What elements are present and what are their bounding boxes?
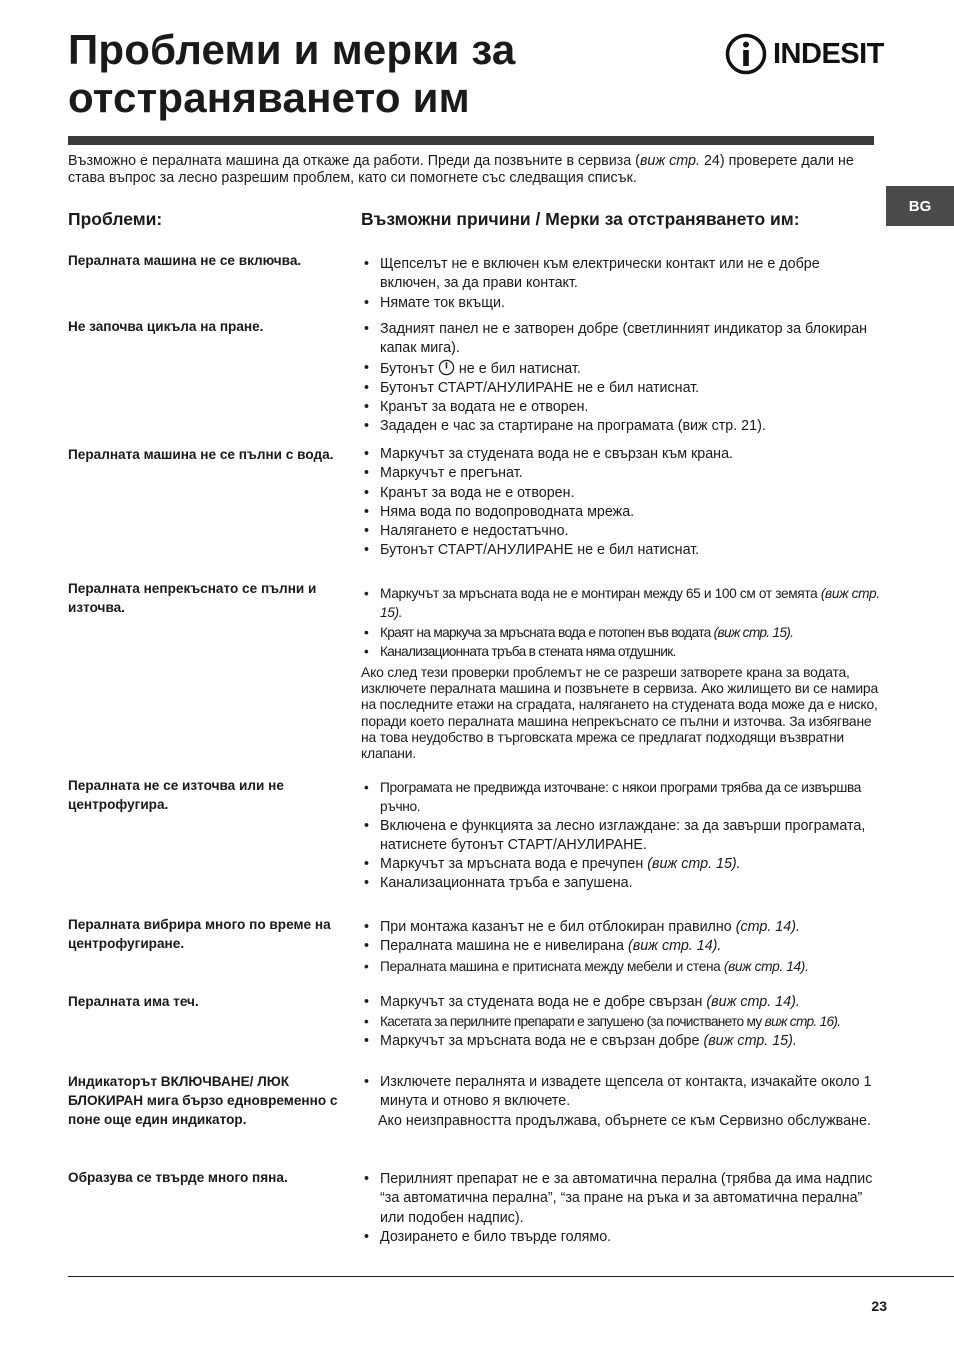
cause-text: не е бил натиснат.	[458, 360, 581, 377]
footer-rule	[68, 1276, 954, 1277]
cause-item: • Маркучът за студената вода не е свързан към крана.	[361, 445, 881, 464]
cause-item: • Бутонът СТАРТ/АНУЛИРАНЕ не е бил натиснат.	[361, 541, 881, 560]
cause-item	[361, 1032, 881, 1051]
cause-item: • Нямате ток вкъщи.	[361, 294, 881, 313]
problem-label: Пералната вибрира много по време на центрофугиране.	[68, 917, 331, 951]
page-reference: (стр. 14).	[735, 919, 800, 935]
page-title-line-1: Проблеми и мерки за	[68, 26, 516, 73]
cause-text: Бутонът	[380, 360, 434, 377]
problems-header: Проблеми:	[68, 209, 163, 229]
page-reference: (виж стр. 15).	[647, 856, 741, 873]
cause-item: • Програмата не предвижда източване: с някои програми трябва да се извършва ръчно.	[361, 778, 881, 817]
page-reference: (виж стр. 14).	[706, 994, 800, 1010]
page-title	[68, 26, 515, 122]
cause-note: Ако след тези проверки проблемът не се разреши затворете крана за водата, изключете пералната машина и позвънете в сервиза. Ако жилището ви се намира на последните етажи на сградата, налягането на студената вода може да е ниско, поради което пералната машина непрекъснато се пълни и източва. За избягване на това неудобство в търговската мрежа се предлагат подходящи възвратни клапани.	[361, 664, 878, 762]
cause-text: Маркучът за мръсната вода не е свързан добре	[380, 1032, 700, 1049]
problem-label: Пералната машина не се пълни с вода.	[68, 447, 334, 462]
cause-item	[361, 584, 881, 623]
intro-text: Възможно е пералната машина да откаже да работи. Преди да позвъните в сервиза (виж стр. 24) проверете дали не става въпрос за лесно разрешим проблем, като си помогнете със следващия списък.	[68, 153, 854, 186]
cause-item: • Кранът за водата не е отворен.	[361, 398, 881, 417]
cause-list	[361, 778, 881, 894]
cause-list	[361, 918, 881, 976]
cause-item	[361, 623, 881, 642]
cause-item	[361, 993, 881, 1012]
cause-item: • Задният панел не е затворен добре (светлинният индикатор за блокиран капак мига).	[361, 320, 881, 359]
cause-text: Краят на маркуча за мръсната вода е потопен във водата	[380, 624, 711, 640]
cause-item: • Зададен е час за стартиране на програмата (виж стр. 21).	[361, 417, 881, 436]
cause-text: Касетата за перилните препарати е запушено (за почистването му	[380, 1014, 762, 1030]
problem-label: Пералната непрекъснато се пълни и източва.	[68, 581, 317, 615]
cause-list	[361, 1073, 881, 1112]
problem-label: Не започва цикъла на пране.	[68, 319, 264, 334]
cause-list	[361, 1170, 881, 1247]
cause-item: • Дозирането е било твърде голямо.	[361, 1228, 881, 1247]
cause-item	[361, 359, 881, 379]
brand-name: INDESIT	[773, 37, 884, 70]
problem-label: Образува се твърде много пяна.	[68, 1170, 288, 1185]
cause-item: • Кранът за вода не е отворен.	[361, 484, 881, 503]
problem-label: Пералната не се източва или не центрофугира.	[68, 778, 284, 812]
cause-item: • Изключете пералнята и извадете щепсела от контакта, изчакайте около 1 минута и отново я включете.	[361, 1073, 881, 1112]
cause-text: При монтажа казанът не е бил отблокиран правилно	[380, 919, 732, 935]
cause-item: • Налягането е недостатъчно.	[361, 522, 881, 541]
cause-list	[361, 584, 881, 661]
indesit-logo	[725, 33, 884, 75]
power-button-icon	[438, 359, 455, 376]
cause-text: Маркучът за студената вода не е добре свързан	[380, 994, 703, 1010]
page-reference: (виж стр. 14).	[723, 958, 809, 974]
cause-list	[361, 445, 881, 561]
cause-item: • Маркучът е прегънат.	[361, 464, 881, 483]
problem-label: Индикаторът ВКЛЮЧВАНЕ/ ЛЮК БЛОКИРАН мига бързо едновременно с поне още един индикатор.	[68, 1074, 338, 1127]
cause-text: Маркучът за мръсната вода не е монтиран между 65 и 100 см от земята	[380, 586, 818, 601]
header-rule	[68, 136, 874, 145]
cause-item	[361, 918, 881, 937]
causes-header: Възможни причини / Мерки за отстраняването им:	[361, 209, 800, 229]
problem-label: Пералната машина не се включва.	[68, 253, 302, 268]
cause-item: • Включена е функцията за лесно изглаждане: за да завърши програмата, натиснете бутонът СТАРТ/АНУЛИРАНЕ.	[361, 817, 881, 856]
cause-text: Пералната машина не е нивелирана	[380, 938, 624, 955]
page-reference: (виж стр. 15).	[713, 624, 794, 640]
page-title-line-2: отстраняването им	[68, 74, 470, 121]
page-reference: (виж стр. 14).	[627, 938, 722, 955]
cause-item: • Щепселът не е включен към електрически контакт или не е добре включен, за да прави контакт.	[361, 255, 881, 294]
indesit-circle-i-logo-icon	[725, 33, 767, 75]
cause-item	[361, 1012, 881, 1031]
problem-label: Пералната има теч.	[68, 994, 199, 1009]
page-reference: (виж стр. 15).	[703, 1032, 797, 1049]
cause-item	[361, 855, 881, 874]
page-number: 23	[871, 1298, 887, 1314]
cause-note: Ако неизправността продължава, обърнете се към Сервизно обслужване.	[378, 1113, 871, 1129]
cause-list	[361, 993, 881, 1051]
cause-list	[361, 320, 881, 437]
cause-item	[361, 937, 881, 956]
cause-item: • Канализационната тръба в стената няма отдушник.	[361, 642, 881, 661]
cause-list	[361, 255, 881, 313]
page-reference: виж стр. 16).	[764, 1014, 841, 1030]
cause-item: • Канализационната тръба е запушена.	[361, 874, 881, 893]
cause-text: Маркучът за мръсната вода е пречупен	[380, 856, 644, 873]
cause-text: Пералната машина е притисната между мебели и стена	[380, 958, 721, 974]
language-tab: BG	[886, 186, 954, 226]
cause-item: • Перилният препарат не е за автоматична перална (трябва да има надпис “за автоматична перална”, “за пране на ръка и за автоматична перална” или подобен надпис).	[361, 1170, 881, 1228]
page-reference: (виж стр. 15).	[380, 586, 880, 621]
cause-item: • Няма вода по водопроводната мрежа.	[361, 503, 881, 522]
cause-item	[361, 957, 881, 976]
cause-item: • Бутонът СТАРТ/АНУЛИРАНЕ не е бил натиснат.	[361, 379, 881, 398]
